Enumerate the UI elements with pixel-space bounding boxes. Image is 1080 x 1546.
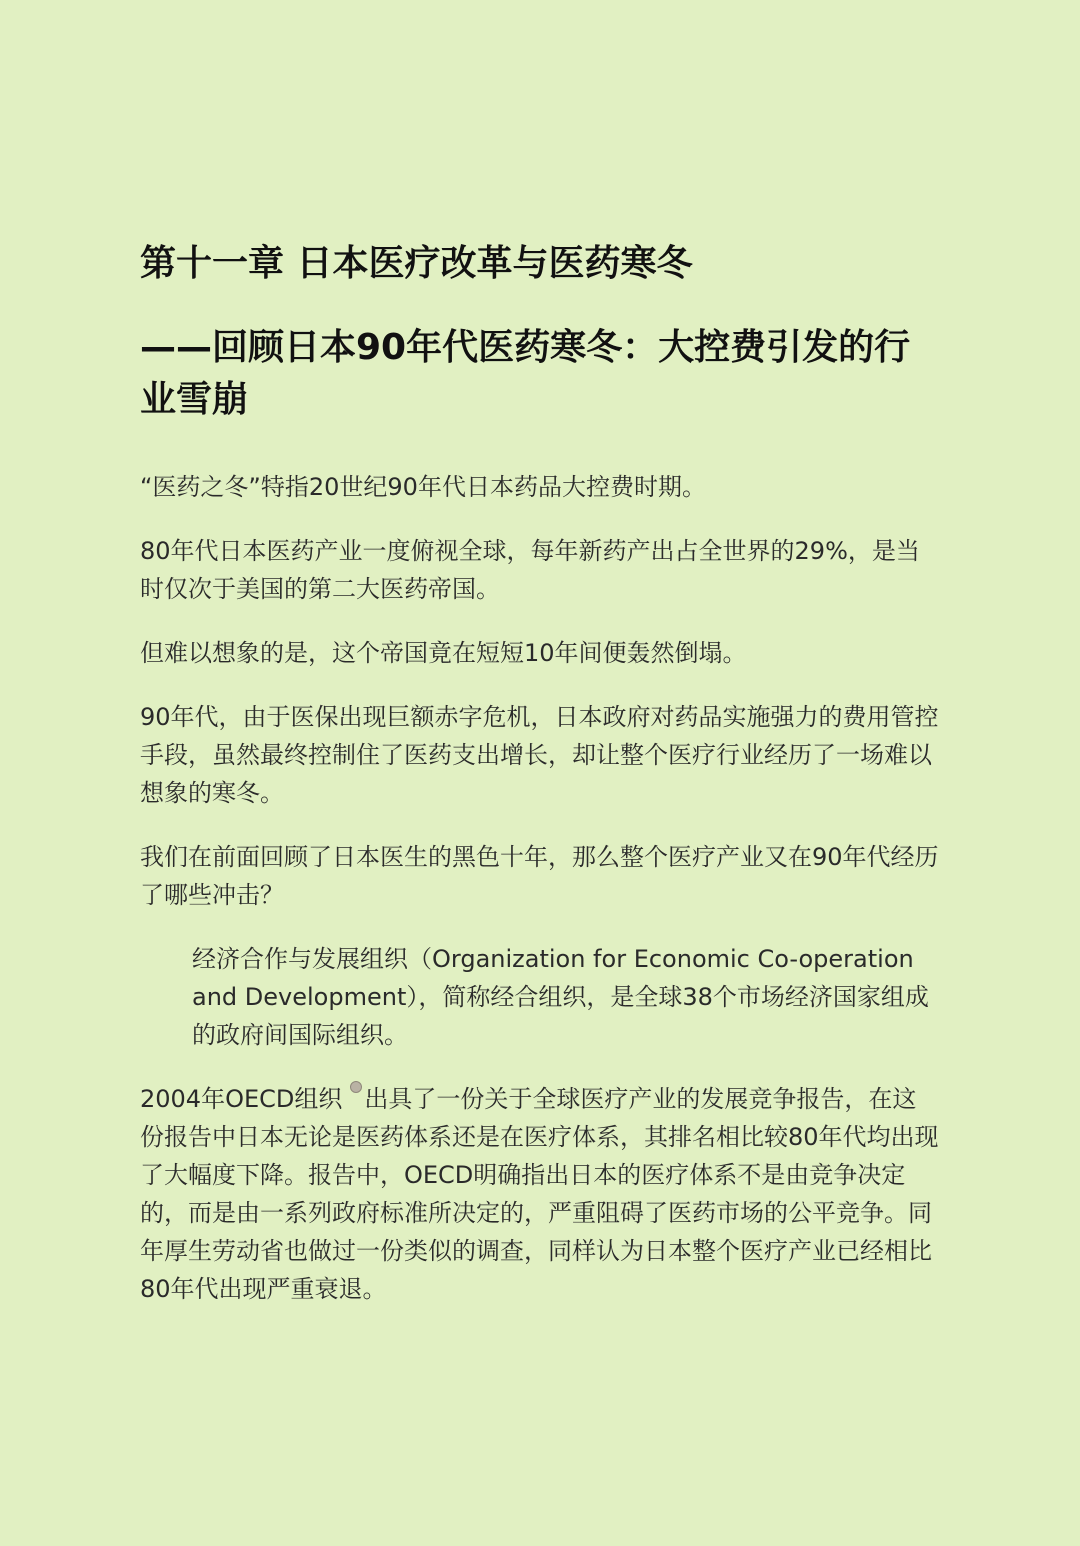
chapter-title: 第十一章 日本医疗改革与医药寒冬 bbox=[140, 243, 693, 284]
paragraph-1: “医药之冬”特指20世纪90年代日本药品大控费时期。 bbox=[140, 473, 706, 501]
paragraph-6-lead: 2004年OECD组织 bbox=[140, 1085, 343, 1113]
article-body bbox=[140, 238, 940, 1308]
paragraph-3: 但难以想象的是，这个帝国竟在短短10年间便轰然倒塌。 bbox=[140, 639, 747, 667]
paragraph-5: 我们在前面回顾了日本医生的黑色十年，那么整个医疗产业又在90年代经历了哪些冲击？ bbox=[140, 843, 939, 909]
paragraph-6-rest: 出具了一份关于全球医疗产业的发展竞争报告，在这份报告中日本无论是医药体系还是在医疗体系，其排名相比较80年代均出现了大幅度下降。报告中，OECD明确指出日本的医疗体系不是由竞争决定的，而是由一系列政府标准所决定的，严重阻碍了医药市场的公平竞争。同年厚生劳动省也做过一份类似的调查，同样认为日本整个医疗产业已经相比80年代出现严重衰退。 bbox=[140, 1085, 939, 1303]
paragraph-6 bbox=[140, 1080, 940, 1308]
paragraph-2: 80年代日本医药产业一度俯视全球，每年新药产出占全世界的29%，是当时仅次于美国的第二大医药帝国。 bbox=[140, 537, 920, 603]
paragraph-4: 90年代，由于医保出现巨额赤字危机，日本政府对药品实施强力的费用管控手段，虽然最终控制住了医药支出增长，却让整个医疗行业经历了一场难以想象的寒冬。 bbox=[140, 703, 939, 807]
article-subtitle: ——回顾日本90年代医药寒冬：大控费引发的行业雪崩 bbox=[140, 327, 911, 420]
footnote-dot-icon[interactable] bbox=[350, 1081, 362, 1093]
blockquote-oecd-definition: 经济合作与发展组织（Organization for Economic Co-operation and Development），简称经合组织，是全球38个市场经济国家组成的政府间国际组织。 bbox=[192, 945, 929, 1049]
